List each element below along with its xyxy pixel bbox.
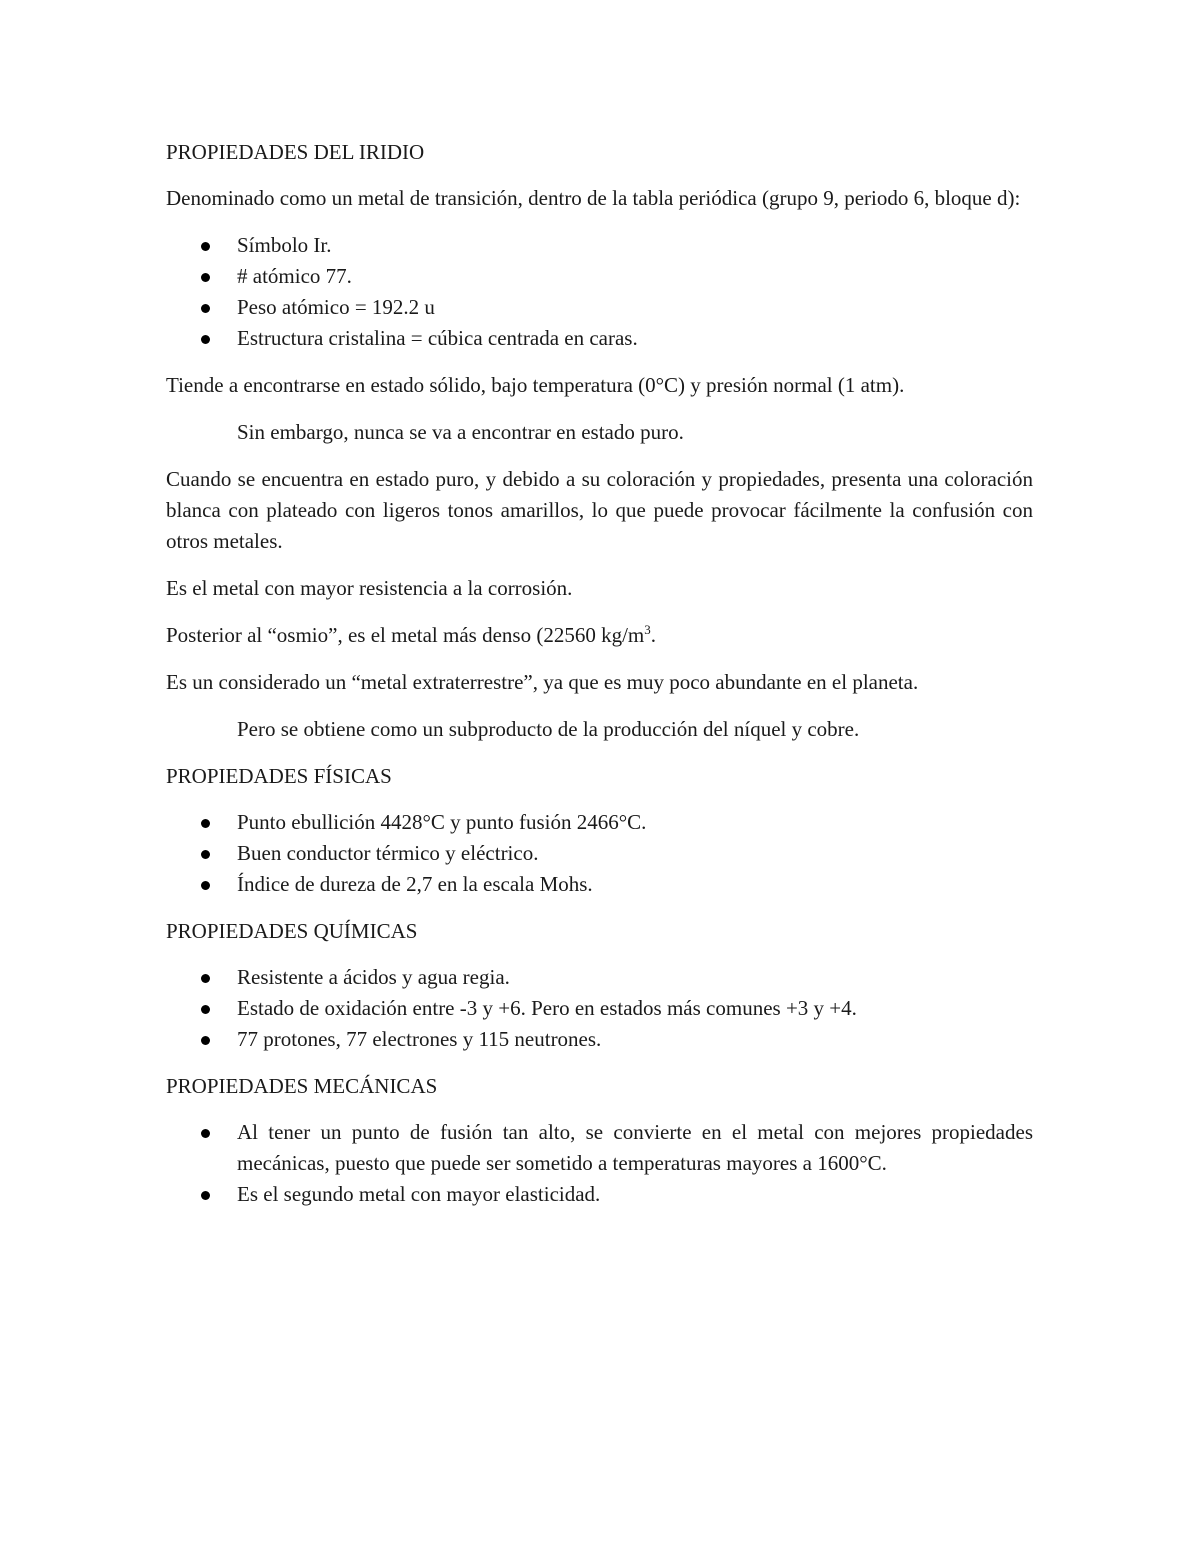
bullet-icon	[201, 273, 210, 282]
list-item-text: Es el segundo metal con mayor elasticidad.	[237, 1182, 601, 1206]
state-paragraph: Tiende a encontrarse en estado sólido, bajo temperatura (0°C) y presión normal (1 atm).	[166, 373, 905, 397]
intro-paragraph: Denominado como un metal de transición, dentro de la tabla periódica (grupo 9, periodo 6, bloque d):	[166, 186, 1021, 210]
list-item-text: # atómico 77.	[237, 264, 352, 288]
pure-state-paragraph: Sin embargo, nunca se va a encontrar en estado puro.	[237, 420, 684, 444]
document-page	[166, 137, 1033, 1226]
physical-properties-list	[166, 807, 1033, 900]
bullet-icon	[201, 1129, 210, 1138]
list-item	[166, 962, 1033, 993]
physical-heading: PROPIEDADES FÍSICAS	[166, 764, 392, 788]
list-item	[166, 261, 1033, 292]
bullet-icon	[201, 242, 210, 251]
mechanical-properties-list	[166, 1117, 1033, 1210]
list-item-text: Punto ebullición 4428°C y punto fusión 2466°C.	[237, 810, 647, 834]
list-item	[166, 838, 1033, 869]
list-item-text: Buen conductor térmico y eléctrico.	[237, 841, 539, 865]
list-item	[166, 323, 1033, 354]
list-item-text: Al tener un punto de fusión tan alto, se convierte en el metal con mejores propiedades mecánicas, puesto que puede ser sometido a temperaturas mayores a 1600°C.	[237, 1120, 1033, 1175]
list-item	[166, 1117, 1033, 1179]
bullet-icon	[201, 850, 210, 859]
bullet-icon	[201, 1036, 210, 1045]
list-item-text: Estructura cristalina = cúbica centrada en caras.	[237, 326, 638, 350]
extraterrestrial-paragraph: Es un considerado un “metal extraterrestre”, ya que es muy poco abundante en el planeta.	[166, 670, 919, 694]
bullet-icon	[201, 1191, 210, 1200]
density-text: Posterior al “osmio”, es el metal más denso (22560 kg/m	[166, 623, 645, 647]
mechanical-heading: PROPIEDADES MECÁNICAS	[166, 1074, 438, 1098]
list-item	[166, 869, 1033, 900]
list-item-text: Símbolo Ir.	[237, 233, 332, 257]
list-item-text: 77 protones, 77 electrones y 115 neutrones.	[237, 1027, 602, 1051]
list-item-text: Peso atómico = 192.2 u	[237, 295, 435, 319]
corrosion-paragraph: Es el metal con mayor resistencia a la corrosión.	[166, 576, 573, 600]
list-item	[166, 292, 1033, 323]
bullet-icon	[201, 819, 210, 828]
bullet-icon	[201, 881, 210, 890]
density-exponent: 3	[644, 622, 651, 637]
basic-properties-list	[166, 230, 1033, 354]
list-item	[166, 1179, 1033, 1210]
list-item	[166, 230, 1033, 261]
chemical-properties-list	[166, 962, 1033, 1055]
bullet-icon	[201, 1005, 210, 1014]
density-end: .	[650, 623, 656, 647]
byproduct-paragraph: Pero se obtiene como un subproducto de la producción del níquel y cobre.	[237, 717, 860, 741]
chemical-heading: PROPIEDADES QUÍMICAS	[166, 919, 418, 943]
bullet-icon	[201, 974, 210, 983]
density-paragraph	[166, 620, 1033, 651]
list-item	[166, 1024, 1033, 1055]
list-item	[166, 993, 1033, 1024]
document-title: PROPIEDADES DEL IRIDIO	[166, 140, 425, 164]
color-paragraph: Cuando se encuentra en estado puro, y debido a su coloración y propiedades, presenta una coloración blanca con plateado con ligeros tonos amarillos, lo que puede provocar fácilmente la confusión con otros metales.	[166, 467, 1033, 553]
bullet-icon	[201, 304, 210, 313]
list-item-text: Resistente a ácidos y agua regia.	[237, 965, 510, 989]
list-item	[166, 807, 1033, 838]
list-item-text: Estado de oxidación entre -3 y +6. Pero en estados más comunes +3 y +4.	[237, 996, 857, 1020]
bullet-icon	[201, 335, 210, 344]
list-item-text: Índice de dureza de 2,7 en la escala Mohs.	[237, 872, 593, 896]
